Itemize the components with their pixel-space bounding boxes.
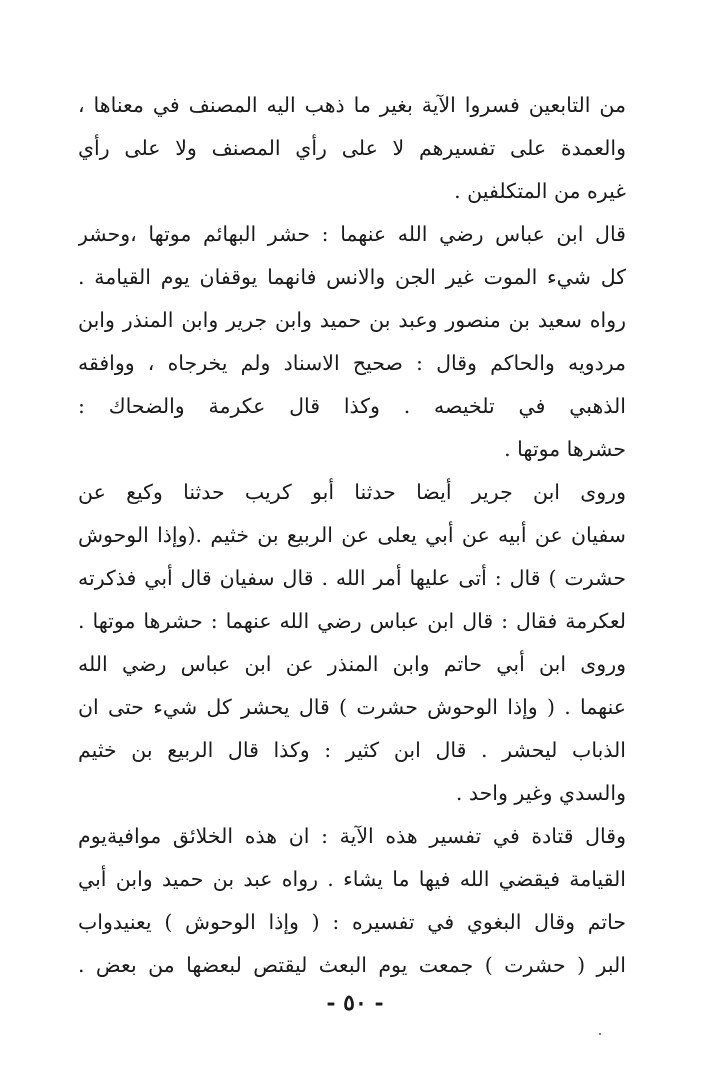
paragraph-5 (78, 815, 626, 987)
text-line: كل شيء الموت غير الجن والانس فانهما يوقفان يوم القيامة . (78, 265, 626, 289)
text-line: قال ابن عباس رضي الله عنهما : حشر البهائم موتها ،وحشر (78, 222, 626, 246)
text-line: وروى ابن أبي حاتم وابن المنذر عن ابن عباس رضي الله (78, 652, 626, 676)
paragraph-4 (78, 643, 626, 815)
text-line: البر ( حشرت ) جمعت يوم البعث ليقتص لبعضها من بعض . (78, 953, 626, 977)
text-line: وقال قتادة في تفسير هذه الآية : ان هذه الخلائق موافيةيوم (78, 824, 626, 848)
page-number: - ٥٠ - (326, 990, 384, 1016)
text-line: القيامة فيقضي الله فيها ما يشاء . رواه عبد بن حميد وابن أبي (78, 867, 626, 891)
text-line: مردويه والحاكم وقال : صحيح الاسناد ولم يخرجاه ، ووافقه (78, 351, 626, 375)
text-line: والعمدة على تفسيرهم لا على رأي المصنف ولا على رأي (78, 136, 626, 160)
text-line: غيره من المتكلفين . (454, 179, 626, 203)
text-line: رواه سعيد بن منصور وعبد بن حميد وابن جرير وابن المنذر وابن (78, 308, 626, 332)
text-line: الذهبي في تلخيصه . وكذا قال عكرمة والضحاك : (78, 394, 626, 418)
paragraph-3 (78, 471, 626, 643)
paragraph-1 (78, 84, 626, 213)
text-line: لعكرمة فقال : قال ابن عباس رضي الله عنهما : حشرها موتها . (78, 609, 626, 633)
text-line: والسدي وغير واحد . (455, 781, 626, 805)
text-line: الذباب ليحشر . قال ابن كثير : وكذا قال الربيع بن خثيم (78, 738, 626, 762)
text-line: من التابعين فسروا الآية بغير ما ذهب اليه المصنف في معناها ، (78, 93, 626, 117)
paragraph-2 (78, 213, 626, 471)
text-line: سفيان عن أبيه عن أبي يعلى عن الربيع بن خثيم .(وإذا الوحوش (78, 523, 626, 547)
text-line: وروى ابن جرير أيضا حدثنا أبو كريب حدثنا وكيع عن (78, 480, 626, 504)
text-line: حشرت ) قال : أتى عليها أمر الله . قال سفيان قال أبي فذكرته (78, 566, 626, 590)
print-speck (599, 1033, 601, 1035)
text-line: عنهما . ( وإذا الوحوش حشرت ) قال يحشر كل شيء حتى ان (78, 695, 626, 719)
text-line: حشرها موتها . (504, 437, 626, 461)
text-line: حاتم وقال البغوي في تفسيره : ( وإذا الوحوش ) يعنيدواب (78, 910, 626, 934)
